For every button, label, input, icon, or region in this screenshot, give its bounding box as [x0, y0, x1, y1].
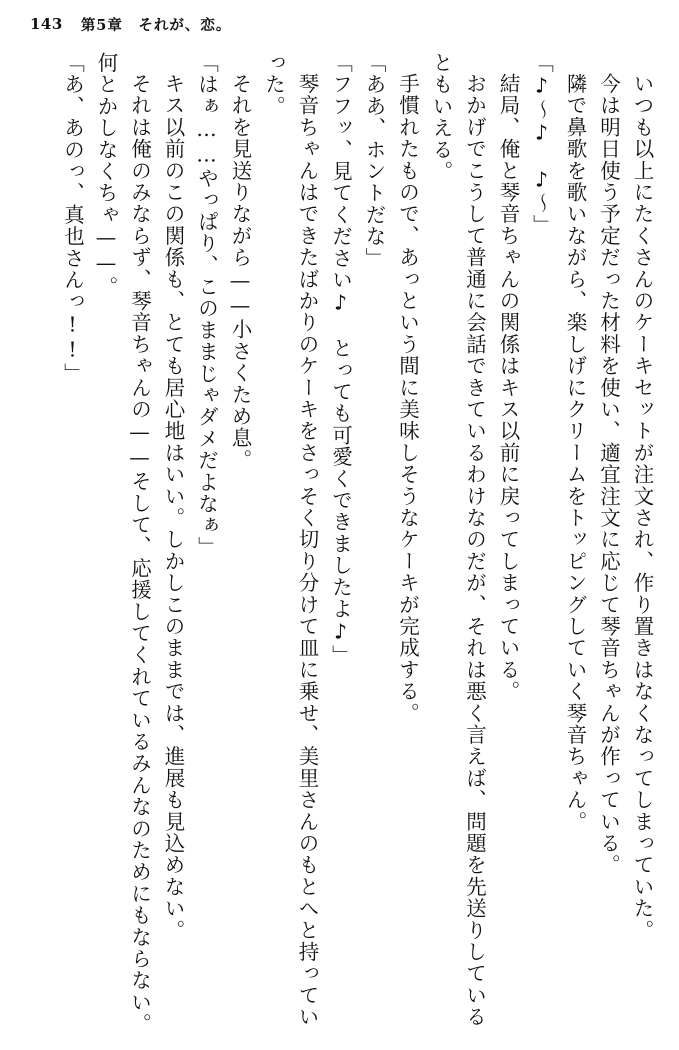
paragraph: それは俺のみならず、琴音ちゃんの——そして、応援してくれているみんなのためにもならない。何とかしなくちゃ——。: [94, 52, 152, 1035]
paragraph: いつも以上にたくさんのケーキセットが注文され、作り置きはなくなってしまっていた。: [630, 73, 654, 941]
page-body-text: [22, 52, 658, 1042]
paragraph: 「ああ、ホントだな」: [362, 52, 386, 269]
paragraph: 「フフッ、見てください♪ とっても可愛くできましたよ♪」: [328, 52, 353, 667]
paragraph: 「♪～♪ ♪～」: [529, 52, 554, 237]
paragraph: 今は明日使う予定だった材料を使い、適宜注文に応じて琴音ちゃんが作っている。: [596, 73, 621, 876]
chapter-title: 第5章 それが、恋。: [80, 16, 232, 34]
paragraph: それを見送りながら——小さくため息。: [228, 73, 252, 471]
paragraph: キス以前のこの関係も、とても居心地はいい。しかしこのままでは、進展も見込めない。: [161, 73, 185, 941]
paragraph: 手慣れたもので、あっという間に美味しそうなケーキが完成する。: [395, 73, 420, 724]
paragraph: 「はぁ……やっぱり、このままじゃダメだよなぁ」: [194, 52, 219, 559]
page-number: 143: [30, 15, 63, 33]
paragraph: おかげでこうして普通に会話できているわけなのだが、それは悪く言えば、問題を先送りしているともいえる。: [429, 52, 487, 1028]
page-header: [0, 0, 679, 48]
paragraph: 隣で鼻歌を歌いながら、楽しげにクリームをトッピングしていく琴音ちゃん。: [563, 73, 587, 833]
paragraph: 結局、俺と琴音ちゃんの関係はキス以前に戻ってしまっている。: [496, 73, 520, 703]
paragraph: 琴音ちゃんはできたばかりのケーキをさっそく切り分けて皿に乗せ、美里さんのもとへと持っていった。: [261, 52, 319, 1028]
paragraph: 「あ、あのっ、真也さんっ!!」: [60, 52, 85, 385]
